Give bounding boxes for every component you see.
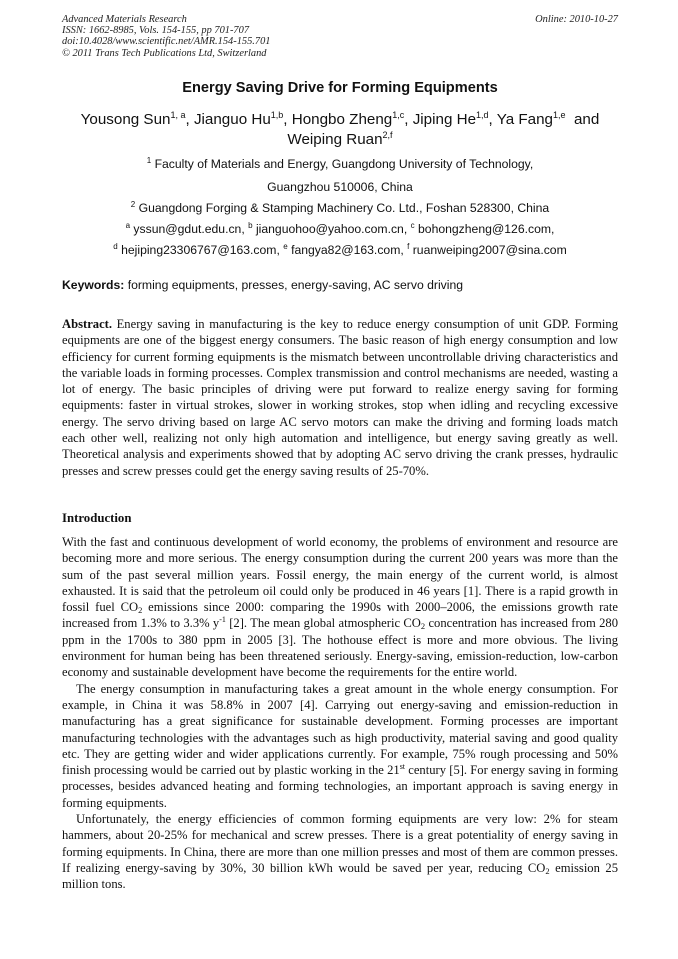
affiliation-2 — [62, 201, 618, 215]
author-affiliation-marker: 1,c — [392, 110, 405, 120]
author-affiliation-marker: 1,d — [476, 110, 489, 120]
abstract-label: Abstract. — [62, 317, 113, 331]
section-heading: Introduction — [62, 511, 132, 525]
author-affiliation-marker: 1,b — [270, 110, 284, 120]
author-conjunction: and — [573, 111, 600, 128]
email-address: bohongzheng@126.com, — [418, 222, 555, 236]
email-marker: a — [125, 221, 131, 230]
affiliation-text: Guangzhou 510006, China — [267, 180, 413, 194]
email-marker: f — [407, 242, 410, 251]
email-line-2 — [62, 243, 618, 257]
email-marker: b — [248, 221, 253, 230]
email-address: yssun@gdut.edu.cn, — [133, 222, 245, 236]
affiliation-text: Faculty of Materials and Energy, Guangdong University of Technology, — [154, 157, 534, 171]
keywords-label: Keywords: — [62, 278, 125, 292]
text-run: [2]. The mean global atmospheric CO — [225, 616, 421, 631]
subscript: 2 — [545, 865, 550, 876]
email-line-1 — [62, 222, 618, 236]
affiliation-text: Guangdong Forging & Stamping Machinery Co. Ltd., Foshan 528300, China — [138, 201, 550, 215]
intro-body — [62, 534, 618, 893]
abstract-text: Energy saving in manufacturing is the key to reduce energy consumption of unit GDP. Forming equipments are one of the biggest energy consumers. The basic reason of high energy consumption and low efficiency for current forming equipments is the mismatch between uncontrollable driving characteristics and the variable loads in forming processes. Complex transmission and control mechanisms are needed, wasting a lot of energy. The basic principles of driving were put forward to realize energy saving for forming equipments: faster in virtual strokes, slower in working strokes, stop when idling and recycling excessive energy. The servo driving based on large AC servo motors can make the driving and forming loads match each other well, realizing not only high automation and intelligence, but energy saving greatly as well. Theoretical analysis and experiments showed that by adopting AC servo driving the crank presses, hydraulic presses and screw presses could get the energy saving results of 25-70%. — [62, 317, 618, 478]
text-run: The energy consumption in manufacturing takes a great amount in the whole energy consumption. For example, in China it was 58.8% in 2007 [4]. Carrying out energy-saving and emission-reduction in manufacturing has a great significance for sustainable development. Forming processes are important manufacturing technologies with the advantages such as high productivity, material saving and good quality etc. They are getting wider and wider applications currently. For example, 75% rough processing and 50% finish processing would be carried out by plastic working in the 21 — [62, 681, 618, 778]
email-address: fangya82@163.com, — [291, 243, 404, 257]
email-marker: e — [283, 242, 288, 251]
author-affiliation-marker: 2,f — [382, 130, 393, 140]
paragraph-2 — [62, 681, 618, 811]
author-name: Jiping He — [412, 111, 477, 128]
author-name: Hongbo Zheng — [291, 111, 393, 128]
text-run: century [5]. For energy saving in forming processes, besides advanced heating and forming technologies, an important approach is saving energy in forming equipments. — [62, 763, 618, 810]
paper-title: Energy Saving Drive for Forming Equipments — [182, 80, 498, 96]
author-name: Ya Fang — [496, 111, 554, 128]
author-name: Weiping Ruan — [287, 131, 383, 148]
paragraph-1 — [62, 534, 618, 681]
author-affiliation-marker: 1,e — [553, 110, 566, 120]
author-list: Yousong Sun$^{1, a}$, Jianguo Hu$^{1,b}$, Hongbo Zheng$^{1,c}$, Jiping He$^{1,d}$, Ya Fang$^{1,e}$ and Weiping Ruan$^{2,f}$ — [80, 110, 600, 148]
superscript: -1 — [219, 615, 226, 625]
author-name: Jianguo Hu — [193, 111, 271, 128]
text-run: Unfortunately, the energy efficiencies of common forming equipments are very low: 2% for steam hammers, about 20-25% for mechanical and screw presses. There is a great potentiality of energy saving in forming equipments. In China, there are more than one million presses and most of them are common presses. If realizing energy-saving by 30%, 30 billion kWh would be saved per year, reducing CO — [62, 812, 618, 875]
doi-line: doi:10.4028/www.scientific.net/AMR.154-155.701 — [62, 36, 271, 48]
email-marker: c — [410, 221, 415, 230]
journal-name: Advanced Materials Research — [62, 14, 187, 25]
affiliation-1-city — [62, 180, 618, 194]
email-address: hejiping23306767@163.com, — [121, 243, 280, 257]
keywords — [62, 278, 618, 292]
author-affiliation-marker: 1, a — [170, 110, 186, 120]
email-address: jianguohoo@yahoo.com.cn, — [255, 222, 408, 236]
online-date: Online: 2010-10-27 — [535, 14, 618, 25]
keywords-text: forming equipments, presses, energy-saving, AC servo driving — [127, 278, 464, 292]
text-run: emission 25 million tons. — [62, 860, 619, 892]
text-run: emissions since 2000: comparing the 1990s with 2000–2006, the emissions growth rate increased from 1.3% to 3.3% y — [62, 600, 618, 631]
abstract — [62, 316, 618, 479]
subscript: 2 — [420, 621, 426, 632]
affiliation-1 — [62, 157, 618, 171]
email-marker: d — [113, 242, 118, 251]
copyright-line: © 2011 Trans Tech Publications Ltd, Switzerland — [62, 47, 267, 59]
journal-header — [62, 14, 618, 59]
paragraph-3 — [62, 811, 618, 892]
issn-line: ISSN: 1662-8985, Vols. 154-155, pp 701-707 — [62, 25, 250, 37]
text-run: concentration has increased from 280 ppm in the 1700s to 380 ppm in 2005 [3]. The hothouse effect is more and more obvious. The living environment for human being has been threatened seriously. Energy-saving, emission-reduction, low-carbon economy and sustainable development have become the requirements for the entire world. — [62, 616, 618, 680]
superscript: st — [399, 762, 406, 772]
affiliation-marker: 1 — [146, 156, 152, 165]
text-run: With the fast and continuous development of world economy, the problems of environment and resource are becoming more and more serious. The energy consumption during the current 200 years was more than the sum of the past several million years. Fossil energy, the main energy of the current world, is almost exhausted. It is said that the petroleum oil could only be produced in 46 years [1]. There is a rapid growth in fossil fuel CO — [62, 535, 618, 615]
author-name: Yousong Sun — [80, 111, 171, 128]
email-address: ruanweiping2007@sina.com — [412, 243, 567, 257]
subscript: 2 — [138, 605, 143, 616]
affiliation-marker: 2 — [130, 200, 136, 209]
